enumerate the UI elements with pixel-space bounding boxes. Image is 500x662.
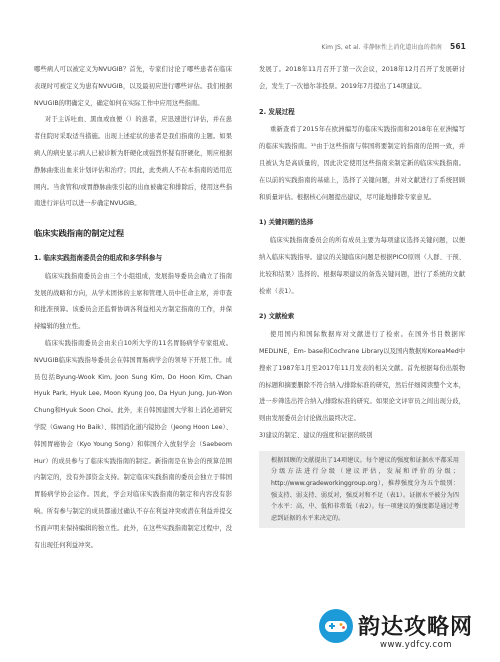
paragraph: 哪些病人可以被定义为NVUGIB？首先，专家们讨论了哪些患者在临床表现时可被定义为患有NVUGIB，以及最初应进行哪些评估。我们根据NVUGIB的明确定义，确定如何在实际工作中应用这些指南。 (34, 66, 232, 107)
paragraph: 临床实践指南委员会由来自10所大学的11名胃肠病学专家组成。NVUGIB临床实践指导委员会在韩国胃肠病学会的领导下开展工作。成员包括Byung-Wook Kim, Joon Sung Kim, Do Hoon Kim, Chan Hyuk Park, Hyuk Lee, Moon Kyung Joo, Da Hyun Jung, Jun-Won Chung和Hyuk Soon Choi。此外，来自韩国建国大学和上消化道研究学院（Gwang Ho Baik）、韩国消化道内镜协会（Jeong Hoon Lee）、韩国胃癌协会（Kyo Young Song）和韩国介入放射学会（Saebeom Hur）的成员参与了临床实践指南的制定。新指南是在协会的预算范围内制定的，没有外部资金支持。制定临床实践指南的委员会独立于韩国胃肠病学协会运作。因此，学会对临床实践指南的制定和内容没有影响。所有参与制定的成员都通过确认不存在利益冲突或潜在利益并提交书面声明来保持编辑的独立性。此外，在这些实践指南制定过程中，没有出现任何利益冲突。 (34, 339, 232, 549)
section-heading: 临床实践指南的制定过程 (34, 228, 125, 239)
shaded-box (259, 451, 465, 529)
paragraph: 临床实践指南委员会由三个小组组成，发展指导委员会确立了指南发展的战略和方向，从学术团体的主席和管理人员中任命主席，并审查和批准预算。该委员会还监督协调各利益相关方制定指南的工作，并保持编辑的独立性。 (34, 272, 232, 331)
subsection-heading: 2. 发展过程 (259, 107, 295, 116)
subsubsection-heading: 1) 关键问题的选择 (259, 218, 314, 227)
paragraph: 临床实践指南委员会的所有成员主要为每项建议选择关键问题，以便纳入临床实践指导。建议的关键临床问题是根据PICO原则（人群、干预、比较和结果）选择的。根据每项建议的备选关键问题，进行了系统的文献检索（表1）。 (259, 237, 465, 295)
watermark-url: www.ydfcy.com (380, 640, 453, 650)
gamepad-logo-icon (318, 608, 354, 644)
running-title: Kim JS, et al. 非静脉性上消化道出血的指南 (321, 44, 443, 51)
watermark-title: 韵达攻略网 (358, 615, 474, 640)
left-column (34, 62, 232, 554)
paragraph: 3)建议的制定、建议的强度和证据的级别 (259, 431, 373, 439)
right-column (259, 62, 465, 528)
running-header (255, 42, 466, 51)
paragraph: 发展了。2018年11月召开了第一次会议，2018年12月召开了发展研讨会，发生了一次德尔菲投票。2019年7月提出了14项建议。 (259, 66, 465, 90)
subsection-heading: 1. 临床实践指南委员会的组成和多学科参与 (34, 253, 163, 262)
site-watermark (318, 606, 488, 654)
shaded-box-text: 根据回顾的文献提出了14项建议。每个建议的强度和证据水平都采用分级方法进行分级（建议评估，发展和评价的分级；http://www.gradeworkinggroup.org），推荐强度分为五个级别：强支持、弱支持、弱反对，强反对和不足（表1）。证据水平被分为四个水平：高、中、低和非常低（表2）。每一项建议的强度都是通过考虑到证据的水平来决定的。 (271, 456, 459, 522)
subsubsection-heading: 2) 文献检索 (259, 312, 295, 321)
paragraph: 使用国内和国际数据库对文献进行了检索。在国外书目数据库MEDLINE，Em- base和Cochrane Library以及国内数据库KoreaMed中搜索了1987年1月至2017年11月发表的相关文献。首先根据每份出版物的标题和摘要删除不符合纳入/排除标准的研究，然后仔细阅读整个文本，进一步筛选出符合纳入/排除标准的研究。如果论文评审员之间出现分歧，则由发展委员会讨论做出最终决定。 (259, 331, 465, 423)
paragraph: 重新查看了2015年在欧洲编写的临床实践指南和2018年在亚洲编写的临床实践指南。¹⁵由于这些指南与韩国将要制定的指南的范围一致，并且被认为是高质量的，因此决定使用这些指南来制定新的临床实践指南。在以前的实践指南的基础上，选择了关键问题，并对文献进行了系统回顾和质量评估。根据核心问题提出建议，尽可能地排除专家意见。 (259, 126, 465, 201)
page-number: 561 (450, 42, 466, 51)
paragraph: 对于主诉吐血、黑血或血便（）的患者，应迅速进行评估，并在患者住院时采取适当措施。出现上述症状的患者是我们指南的主题。如果病人的病史显示病人已被诊断为肝硬化或强烈怀疑有肝硬化，则应根据静脉曲张出血来计划评估和治疗；因此，此类病人不在本指南的适用范围内。当食管和/或胃静脉曲张引起的出血被确定和排除后，使用这些指南进行评估可以进一步确定NVUGIB。 (34, 116, 232, 208)
